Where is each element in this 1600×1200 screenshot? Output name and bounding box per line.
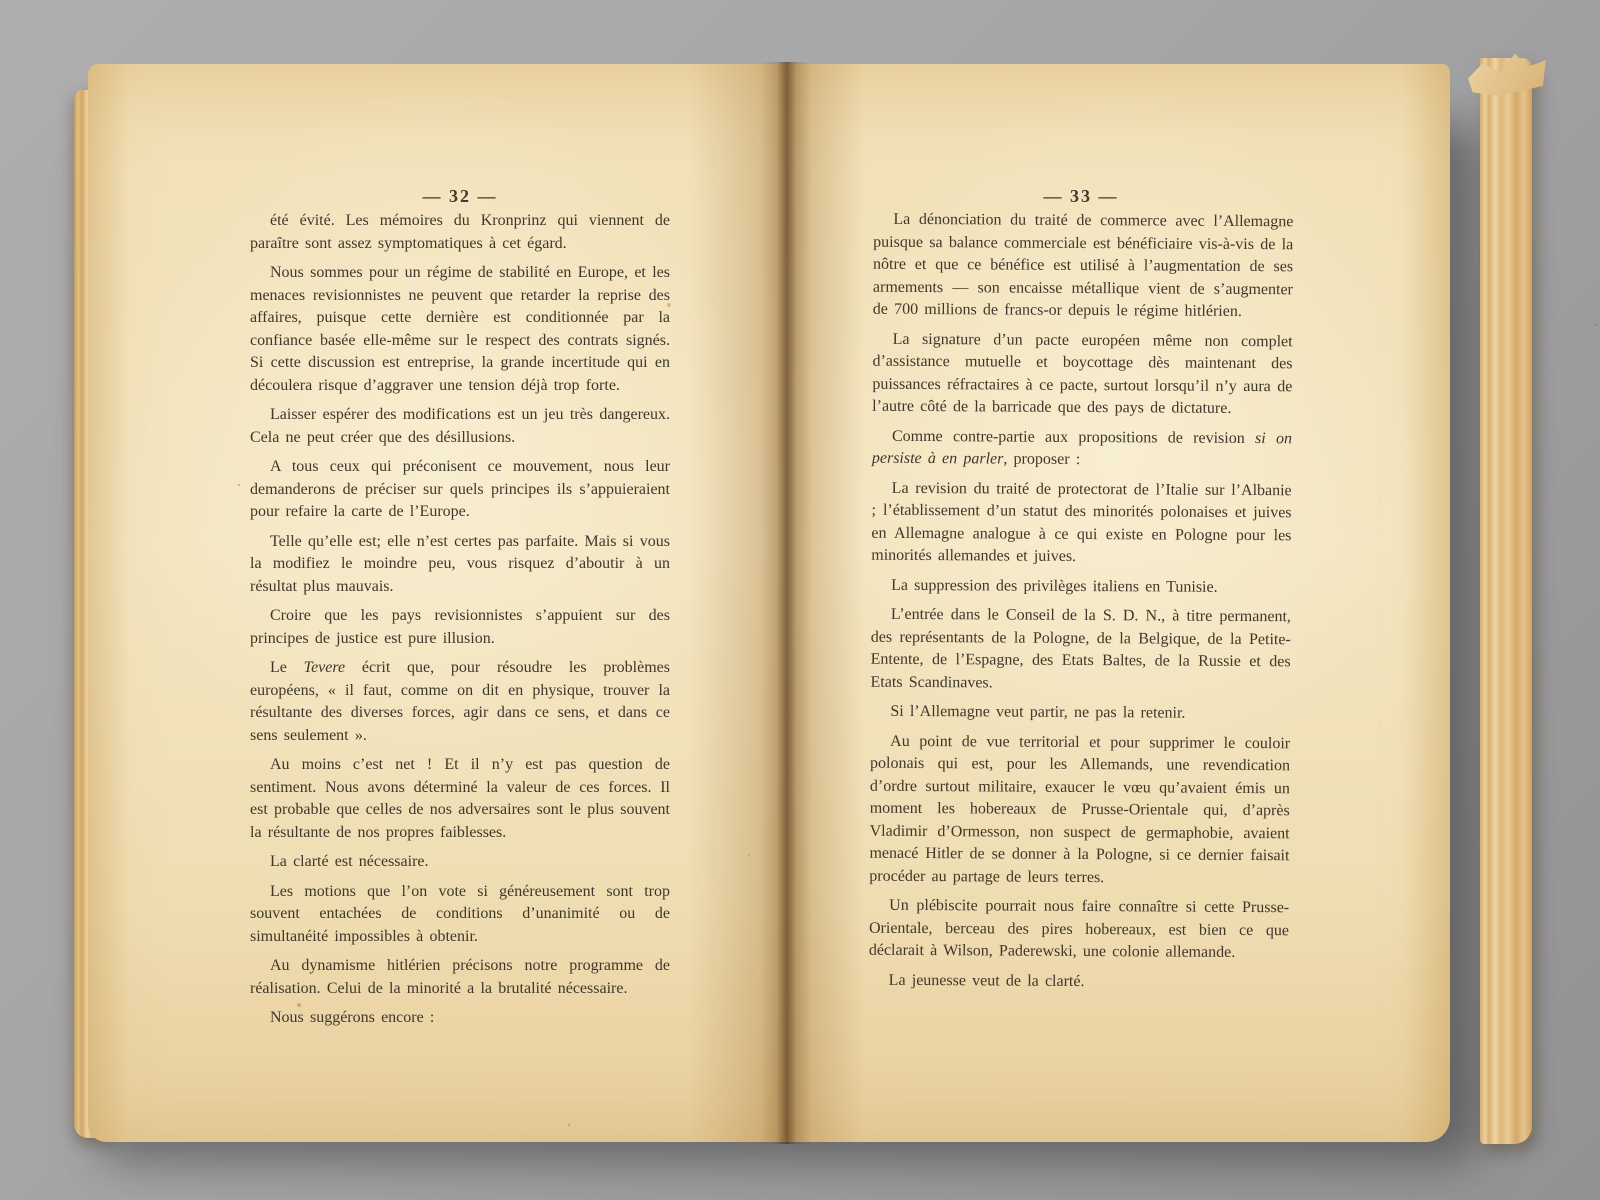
text-run: Au point de vue territorial et pour supprimer le couloir polonais qui est, pour les Allemands, une revendication d’ordre surtout militaire, exaucer le vœu qu’avaient émis un moment les hobereaux de Prusse-Orientale qui, d’après Vladimir d’Ormesson, non suspect de germaphobie, avaient menacé Hitler de se donner à la Pologne, si ce dernier faisait procéder au partage de leurs terres. bbox=[869, 732, 1291, 886]
paragraph bbox=[870, 604, 1291, 697]
italic-text-run: Tevere bbox=[303, 659, 346, 676]
right-page-text-column bbox=[869, 209, 1294, 1002]
text-run: Les motions que l’on vote si généreusement sont trop souvent entachées de conditions d’unanimité ou de simultanéité impossibles à obtenir. bbox=[250, 882, 670, 945]
paragraph bbox=[250, 955, 670, 1000]
page-number-left: — 32 — bbox=[422, 186, 498, 206]
text-run: La signature d’un pacte européen même non complet d’assistance mutuelle et boycottage dès maintenant des puissances réfractaires à ce pacte, surtout lorsqu’il n’y aura de l’autre côté de la barricade que des pays de dictature. bbox=[872, 330, 1293, 417]
text-run: Comme contre-partie aux propositions de revision bbox=[891, 427, 1256, 447]
text-run: écrit que, pour résoudre les problèmes européens, « il faut, comme on dit en physique, trouver la résultante des diverses forces, agir dans ce sens, et dans ce sens seulement ». bbox=[250, 659, 671, 744]
text-run: L’entrée dans le Conseil de la S. D. N., à titre permanent, des représentants de la Pologne, de la Belgique, de la Petite-Entente, de l’Espagne, des Etats Baltes, de la Russie et des Etats Scandinaves. bbox=[870, 605, 1291, 691]
text-run: Le bbox=[270, 659, 304, 676]
paragraph bbox=[250, 404, 670, 449]
text-run: , proposer : bbox=[1003, 450, 1081, 468]
left-page-text-column bbox=[250, 210, 670, 1037]
paragraph bbox=[873, 209, 1294, 324]
text-run: Au moins c’est net ! Et il n’y est pas question de sentiment. Nous avons déterminé la valeur de ces forces. Il est probable que celles de nos adversaires sont le plus souvent la résultante de nos propres faiblesses. bbox=[250, 756, 670, 841]
paragraph bbox=[869, 895, 1289, 965]
open-book bbox=[88, 64, 1488, 1142]
text-run: Au dynamisme hitlérien précisons notre programme de réalisation. Celui de la minorité a la brutalité nécessaire. bbox=[250, 957, 670, 997]
text-run: Telle qu’elle est; elle n’est certes pas parfaite. Mais si vous la modifiez le moindre peu, vous risquez d’aboutir à un résultat plus mauvais. bbox=[250, 532, 670, 595]
torn-paper-corner bbox=[1468, 50, 1546, 96]
foxing-spots bbox=[1595, 324, 1597, 326]
left-page bbox=[88, 64, 785, 1142]
text-run: été évité. Les mémoires du Kronprinz qui viennent de paraître sont assez symptomatiques à cet égard. bbox=[250, 212, 670, 252]
paragraph bbox=[250, 456, 670, 524]
text-run: La jeunesse veut de la clarté. bbox=[888, 971, 1085, 990]
paragraph bbox=[250, 754, 670, 844]
paragraph bbox=[250, 531, 670, 599]
paragraph bbox=[250, 881, 670, 949]
paragraph bbox=[871, 477, 1292, 570]
text-run: Laisser espérer des modifications est un jeu très dangereux. Cela ne peut créer que des désillusions. bbox=[250, 406, 670, 446]
paragraph bbox=[872, 425, 1292, 473]
paragraph bbox=[871, 574, 1291, 599]
text-run: Nous suggérons encore : bbox=[270, 1009, 435, 1026]
text-run: Croire que les pays revisionnistes s’appuient sur des principes de justice est pure illusion. bbox=[250, 607, 670, 647]
text-run: La revision du traité de protectorat de l’Italie sur l’Albanie ; l’établissement d’un statut des minorités polonaises et juives en Allemagne analogue à ce qui existe en Pologne pour les minorités allemandes et juives. bbox=[871, 479, 1292, 565]
right-page bbox=[785, 64, 1450, 1142]
paragraph bbox=[869, 730, 1290, 890]
paragraph bbox=[250, 262, 670, 397]
foxing-spots bbox=[238, 484, 240, 486]
text-run: La suppression des privilèges italiens en Tunisie. bbox=[891, 576, 1218, 596]
paragraph bbox=[250, 657, 670, 747]
italic-text-run: si on persiste à en parler bbox=[871, 429, 1293, 468]
paragraph bbox=[869, 969, 1289, 994]
text-run: La dénonciation du traité de commerce avec l’Allemagne puisque sa balance commerciale est bénéficiaire vis-à-vis de la nôtre et que ce bénéfice est utilisé à l’augmentation de ses armements — son encaisse métallique vient de s’augmenter de 700 millions de francs-or depuis le régime hitlérien. bbox=[872, 210, 1294, 320]
paragraph bbox=[250, 1007, 670, 1030]
text-run: Si l’Allemagne veut partir, ne pas la retenir. bbox=[890, 702, 1186, 722]
text-run: A tous ceux qui préconisent ce mouvement, nous leur demanderons de préciser sur quels principes ils s’appuieraient pour refaire la carte de l’Europe. bbox=[250, 458, 670, 520]
paragraph bbox=[250, 210, 670, 255]
page-number-right: — 33 — bbox=[1043, 186, 1119, 206]
paragraph bbox=[872, 328, 1293, 421]
paragraph bbox=[870, 701, 1290, 726]
page-edges-right-stack bbox=[1480, 58, 1532, 1144]
text-run: La clarté est nécessaire. bbox=[270, 853, 429, 870]
text-run: Un plébiscite pourrait nous faire connaître si cette Prusse-Orientale, berceau des pires hobereaux, est bien ce que déclarait à Wilson, Paderewski, une colonie allemande. bbox=[868, 896, 1290, 961]
gutter-shadow bbox=[760, 62, 812, 1144]
paragraph bbox=[250, 851, 670, 874]
paragraph bbox=[250, 605, 670, 650]
text-run: Nous sommes pour un régime de stabilité en Europe, et les menaces revisionnistes ne peuvent que retarder la reprise des affaires, puisque cette dernière est conditionnée par la confiance basée elle-même sur le respect des contrats signés. Si cette discussion est entreprise, la grande incertitude qui en découlera risque d’aggraver une tension déjà trop forte. bbox=[250, 264, 670, 394]
